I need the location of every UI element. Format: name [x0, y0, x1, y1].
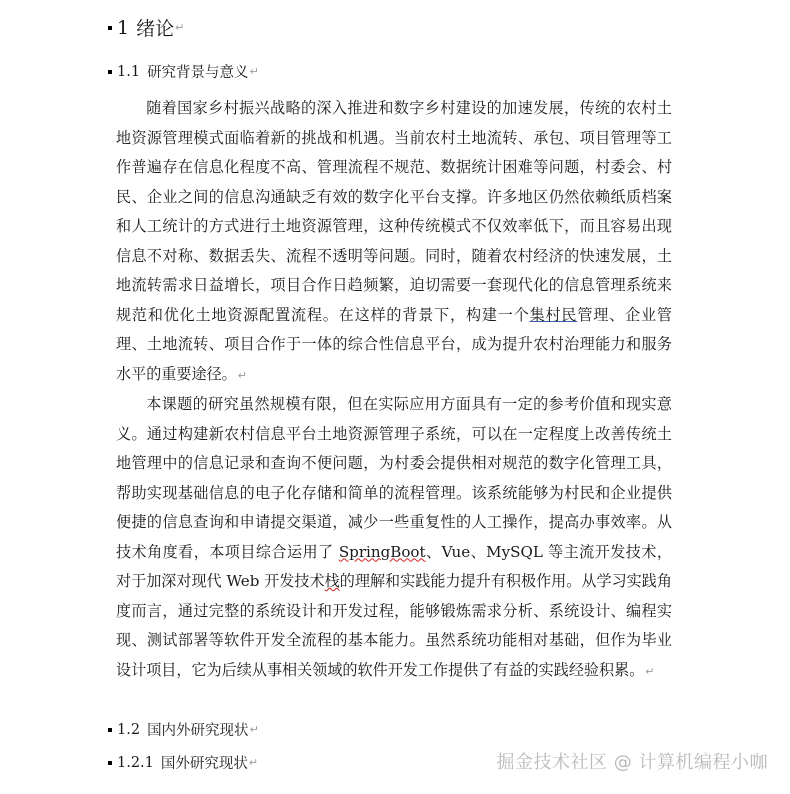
paragraph-mark-icon: ↵	[175, 21, 185, 34]
heading-title: 研究背景与意义	[147, 65, 249, 81]
spellcheck-term: SpringBoot	[338, 542, 426, 561]
paragraph-text: 的理解和实践能力提升有积极作用。从学习实践角度而言，通过完整的系统设计和开发过程，能够锻炼需求分析、系统设计、编程实现、测试部署等软件开发全流程的基本能力。虽然系统功能相对基础，但作为毕业设计项目，它为后续从事相关领域的软件开发工作提供了有益的实践经验积累。	[116, 572, 672, 679]
paragraph-mark-icon: ↵	[249, 723, 259, 736]
list-bullet	[108, 761, 112, 765]
paragraph-background[interactable]	[116, 94, 672, 390]
heading-number: 1.2	[117, 721, 141, 738]
list-bullet	[108, 26, 112, 30]
paragraph-text: 随着国家乡村振兴战略的深入推进和数字乡村建设的加速发展，传统的农村土地资源管理模式面临着新的挑战和机遇。当前农村土地流转、承包、项目管理等工作普遍存在信息化程度不高、管理流程不规范、数据统计困难等问题，村委会、村民、企业之间的信息沟通缺乏有效的数字化平台支撑。许多地区仍然依赖纸质档案和人工统计的方式进行土地资源管理，这种传统模式不仅效率低下，而且容易出现信息不对称、数据丢失、流程不透明等问题。同时，随着农村经济的快速发展，土地流转需求日益增长，项目合作日趋频繁，迫切需要一套现代化的信息管理系统来规范和优化土地资源配置流程。在这样的背景下，构建一个	[116, 99, 672, 324]
paragraph-significance[interactable]	[116, 390, 672, 686]
paragraph-mark-icon: ↵	[248, 756, 259, 769]
spellcheck-term: 栈	[324, 572, 340, 590]
heading-level2-background[interactable]	[108, 61, 259, 82]
heading-level1[interactable]	[108, 14, 184, 41]
list-bullet	[108, 728, 112, 732]
heading-title: 国内外研究现状	[147, 723, 249, 739]
heading-number: 1.1	[117, 63, 141, 80]
watermark-text: 掘金技术社区 @ 计算机编程小咖	[496, 752, 768, 773]
heading-level2-research-status[interactable]	[108, 719, 259, 740]
underlined-term: 集村民	[529, 305, 578, 324]
heading-level3-foreign-status[interactable]	[108, 752, 258, 773]
paragraph-mark-icon: ↵	[249, 65, 259, 78]
heading-number: 1.2.1	[117, 754, 154, 771]
body-text[interactable]	[116, 94, 672, 686]
heading-title: 绪论	[136, 18, 175, 40]
paragraph-mark-icon: ↵	[237, 368, 247, 382]
paragraph-text: 、Vue、MySQL 等主流开发技术，对于加深对现代 Web 开发技术	[116, 542, 672, 590]
paragraph-mark-icon: ↵	[645, 664, 655, 678]
list-bullet	[108, 70, 112, 74]
paragraph-text: 管理、企业管理、土地流转、项目合作于一体的综合性信息平台，成为提升农村治理能力和服务水平的重要途径。	[116, 305, 672, 383]
heading-number: 1	[117, 16, 130, 39]
paragraph-text: 本课题的研究虽然规模有限，但在实际应用方面具有一定的参考价值和现实意义。通过构建新农村信息平台土地资源管理子系统，可以在一定程度上改善传统土地管理中的信息记录和查询不便问题，为村委会提供相对规范的数字化管理工具，帮助实现基础信息的电子化存储和简单的流程管理。该系统能够为村民和企业提供便捷的信息查询和申请提交渠道，减少一些重复性的人工操作，提高办事效率。从技术角度看，本项目综合运用了	[116, 395, 672, 561]
heading-title: 国外研究现状	[160, 756, 248, 772]
